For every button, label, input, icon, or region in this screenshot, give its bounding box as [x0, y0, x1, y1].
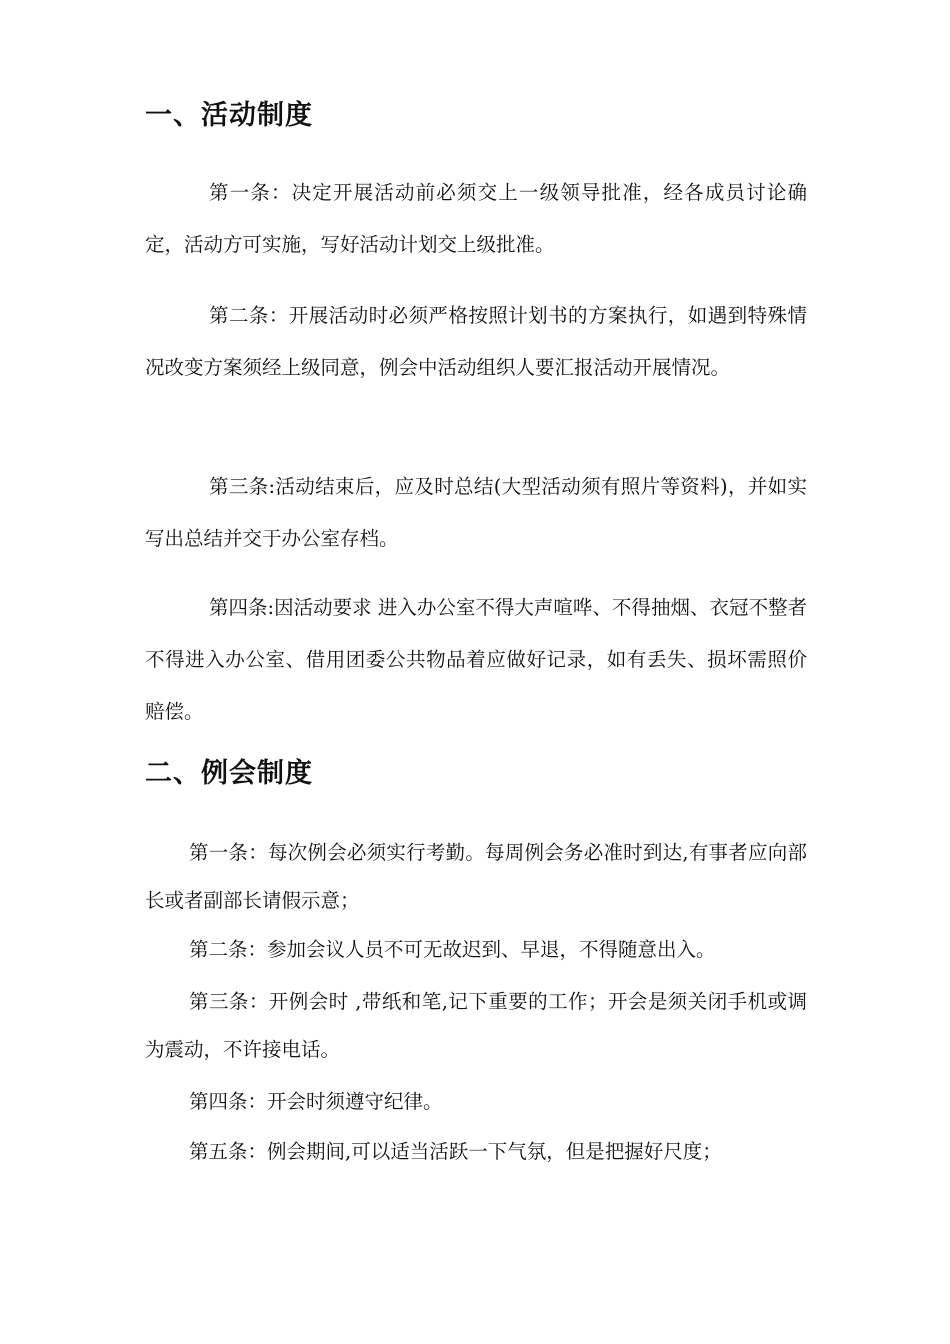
- meeting-article-3: 第三条：开例会时 ,带纸和笔,记下重要的工作；开会是须关闭手机或调为震动，不许接电话。: [145, 990, 807, 1061]
- activity-article-4: 第四条:因活动要求 进入办公室不得大声喧哗、不得抽烟、衣冠不整者不得进入办公室、借用团委公共物品着应做好记录，如有丢失、损坏需照价赔偿。: [145, 596, 807, 723]
- activity-article-2: 第二条：开展活动时必须严格按照计划书的方案执行，如遇到特殊情况改变方案须经上级同意，例会中活动组织人要汇报活动开展情况。: [145, 304, 807, 379]
- activity-article-3: 第三条:活动结束后，应及时总结(大型活动须有照片等资料)，并如实写出总结并交于办公室存档。: [145, 475, 807, 550]
- section-title-meeting-rules: 二、例会制度: [145, 758, 313, 789]
- meeting-article-1: 第一条：每次例会必须实行考勤。每周例会务必准时到达,有事者应向部长或者副部长请假示意；: [145, 841, 807, 912]
- section-title-activity-rules: 一、活动制度: [145, 100, 313, 131]
- meeting-article-4: 第四条：开会时须遵守纪律。: [189, 1090, 443, 1113]
- meeting-article-2: 第二条：参加会议人员不可无故迟到、早退，不得随意出入。: [189, 938, 716, 961]
- activity-article-1: 第一条：决定开展活动前必须交上一级领导批准，经各成员讨论确定，活动方可实施，写好活动计划交上级批准。: [145, 181, 807, 256]
- meeting-article-5: 第五条：例会期间,可以适当活跃一下气氛，但是把握好尺度；: [189, 1140, 722, 1163]
